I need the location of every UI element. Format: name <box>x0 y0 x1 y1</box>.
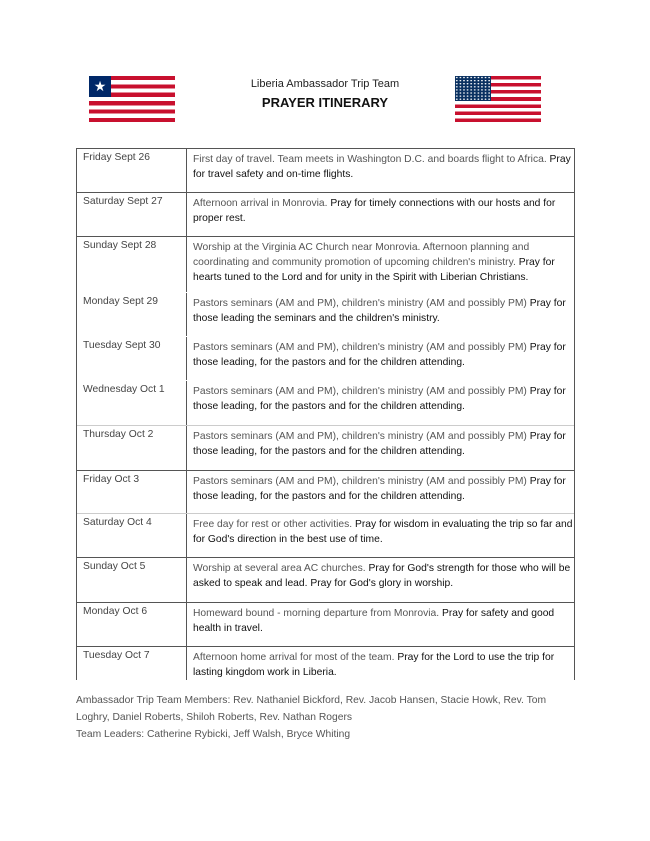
prayer: Pray for those leading, for the pastors and for the children attending. <box>193 476 566 502</box>
page-title: PRAYER ITINERARY <box>261 95 389 110</box>
table-row <box>77 380 574 425</box>
activity: Afternoon arrival in Monrovia. <box>193 198 331 209</box>
activity: Pastors seminars (AM and PM), children's ministry (AM and possibly PM) <box>193 298 530 309</box>
activity: Homeward bound - morning departure from Monrovia. <box>193 608 442 619</box>
prayer: Pray for those leading, for the pastors and for the children attending. <box>193 342 566 368</box>
row-date: Monday Sept 29 <box>77 293 187 336</box>
prayer: Pray for those leading, for the pastors and for the children attending. <box>193 386 566 412</box>
row-description <box>187 514 574 557</box>
prayer: Pray for wisdom in evaluating the trip so far and for God's direction in the best use of time. <box>193 519 573 545</box>
table-row <box>77 192 574 236</box>
row-description <box>187 237 574 292</box>
prayer: Pray for the Lord to use the trip for lasting kingdom work in Liberia. <box>193 652 555 678</box>
activity: Pastors seminars (AM and PM), children's ministry (AM and possibly PM) <box>193 386 530 397</box>
row-date: Tuesday Sept 30 <box>77 337 187 380</box>
row-description <box>187 471 574 513</box>
prayer: Pray for hearts tuned to the Lord and for unity in the Spirit with Liberian Christians. <box>193 257 555 283</box>
row-date: Friday Oct 3 <box>77 471 187 513</box>
row-date: Saturday Sept 27 <box>77 193 187 236</box>
prayer: Pray for those leading, for the pastors and for the children attending. <box>193 431 566 457</box>
table-row <box>77 148 574 192</box>
row-description <box>187 381 574 425</box>
activity: Pastors seminars (AM and PM), children's ministry (AM and possibly PM) <box>193 476 530 487</box>
activity: Pastors seminars (AM and PM), children's ministry (AM and possibly PM) <box>193 342 530 353</box>
team-members: Ambassador Trip Team Members: Rev. Nathaniel Bickford, Rev. Jacob Hansen, Stacie Howk, Rev. Tom Loghry, Daniel Roberts, Shiloh Roberts, Rev. Nathan Rogers <box>76 695 547 723</box>
row-description <box>187 293 574 336</box>
prayer: Pray for safety and good health in travel. <box>193 608 555 634</box>
prayer: Pray for travel safety and on-time flights. <box>193 154 571 180</box>
team-leaders: Team Leaders: Catherine Rybicki, Jeff Walsh, Bryce Whiting <box>76 729 351 740</box>
row-date: Monday Oct 6 <box>77 603 187 646</box>
table-row <box>77 336 574 380</box>
table-row <box>77 425 574 470</box>
row-description <box>187 426 574 470</box>
row-date: Thursday Oct 2 <box>77 426 187 470</box>
prayer: Pray for God's strength for those who will be asked to speak and lead. Pray for God's glory in worship. <box>193 563 571 589</box>
row-date: Wednesday Oct 1 <box>77 381 187 425</box>
itinerary-table <box>76 148 575 680</box>
footer <box>76 692 576 743</box>
table-row <box>77 292 574 336</box>
table-row <box>77 646 574 680</box>
activity: First day of travel. Team meets in Washington D.C. and boards flight to Africa. <box>193 154 550 165</box>
row-date: Saturday Oct 4 <box>77 514 187 557</box>
row-description <box>187 193 574 236</box>
table-row <box>77 470 574 513</box>
activity: Afternoon home arrival for most of the team. <box>193 652 398 663</box>
row-date: Sunday Sept 28 <box>77 237 187 292</box>
subtitle: Liberia Ambassador Trip Team <box>250 78 400 90</box>
table-row <box>77 513 574 557</box>
prayer: Pray for those leading the seminars and the children's ministry. <box>193 298 566 324</box>
star-icon: ★ <box>89 76 111 97</box>
row-description <box>187 558 574 602</box>
table-row <box>77 557 574 602</box>
activity: Worship at the Virginia AC Church near Monrovia. Afternoon planning and coordinating and community promotion of upcoming children's ministry. <box>193 242 530 268</box>
table-row <box>77 602 574 646</box>
row-description <box>187 647 574 680</box>
activity: Pastors seminars (AM and PM), children's ministry (AM and possibly PM) <box>193 431 530 442</box>
activity: Worship at several area AC churches. <box>193 563 369 574</box>
row-description <box>187 603 574 646</box>
row-date: Friday Sept 26 <box>77 149 187 192</box>
row-date: Tuesday Oct 7 <box>77 647 187 680</box>
row-description <box>187 337 574 380</box>
prayer: Pray for timely connections with our hosts and for proper rest. <box>193 198 556 224</box>
row-description <box>187 149 574 192</box>
row-date: Sunday Oct 5 <box>77 558 187 602</box>
activity: Free day for rest or other activities. <box>193 519 355 530</box>
table-row <box>77 236 574 292</box>
